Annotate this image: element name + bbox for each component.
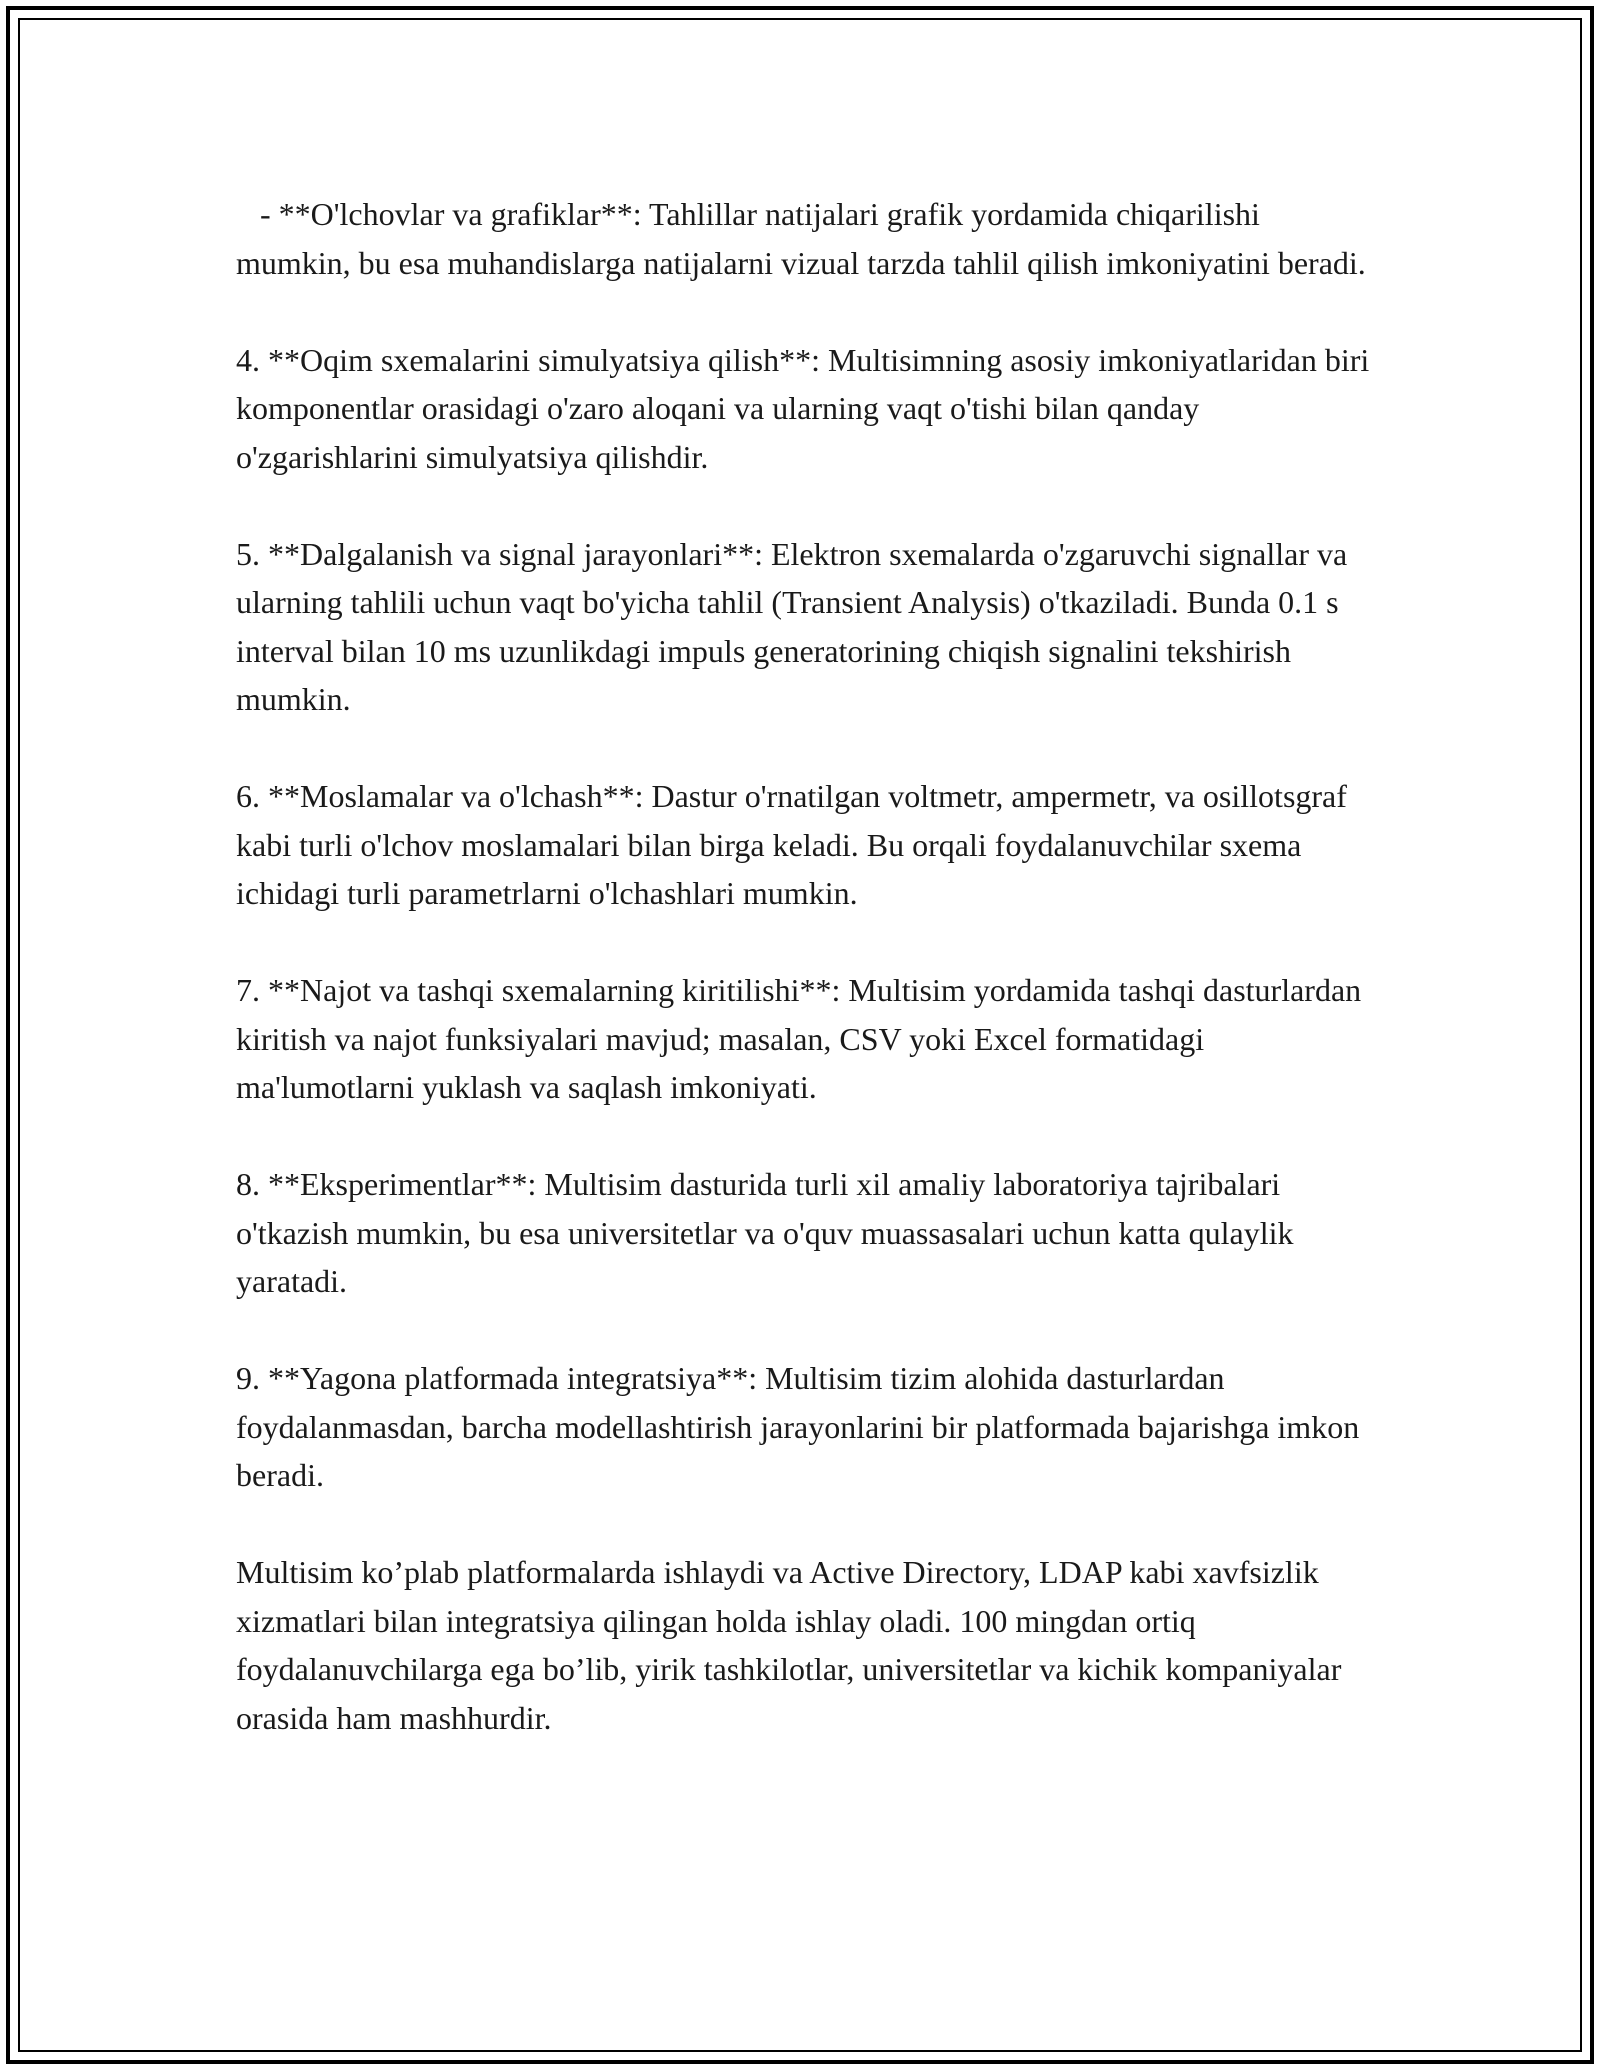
paragraph-flow-simulation: 4. **Oqim sxemalarini simulyatsiya qilish**: Multisimning asosiy imkoniyatlaridan biri komponentlar orasidagi o'zaro aloqani va ularning vaqt o'tishi bilan qanday o'zgarishlarini simulyatsiya qilishdir. [236, 341, 1378, 475]
document-body [236, 190, 1376, 1791]
paragraph-signal-processes: 5. **Dalgalanish va signal jarayonlari**: Elektron sxemalarda o'zgaruvchi signallar va ularning tahlili uchun vaqt bo'yicha tahlil (Transient Analysis) o'tkaziladi. Bunda 0.1 s interval bilan 10 ms uzunlikdagi impuls generatorining chiqish signalini tekshirish mumkin. [236, 535, 1356, 717]
paragraph-instruments: 6. **Moslamalar va o'lchash**: Dastur o'rnatilgan voltmetr, ampermetr, va osillotsgraf kabi turli o'lchov moslamalari bilan birga keladi. Bu orqali foydalanuvchilar sxema ichidagi turli parametrlarni o'lchashlari mumkin. [236, 778, 1355, 911]
paragraph-experiments: 8. **Eksperimentlar**: Multisim dasturida turli xil amaliy laboratoriya tajribalari o'tkazish mumkin, bu esa universitetlar va o'quv muassasalari uchun katta qulaylik yaratadi. [236, 1166, 1302, 1299]
paragraph-import-export: 7. **Najot va tashqi sxemalarning kiritilishi**: Multisim yordamida tashqi dasturlardan kiritish va najot funksiyalari mavjud; masalan, CSV yoki Excel formatidagi ma'lumotlarni yuklash va saqlash imkoniyati. [236, 972, 1370, 1105]
paragraph-measurements-graphs: - **O'lchovlar va grafiklar**: Tahlillar natijalari grafik yordamida chiqarilishi mumkin, bu esa muhandislarga natijalarni vizual tarzda tahlil qilish imkoniyatini beradi. [236, 196, 1366, 281]
paragraph-integration: 9. **Yagona platformada integratsiya**: Multisim tizim alohida dasturlardan foydalanmasdan, barcha modellashtirish jarayonlarini bir platformada bajarishga imkon beradi. [236, 1360, 1368, 1493]
paragraph-summary: Multisim ko’plab platformalarda ishlaydi va Active Directory, LDAP kabi xavfsizlik xizmatlari bilan integratsiya qilingan holda ishlay oladi. 100 mingdan ortiq foydalanuvchilarga ega bo’lib, yirik tashkilotlar, universitetlar va kichik kompaniyalar orasida ham mashhurdir. [236, 1554, 1350, 1736]
